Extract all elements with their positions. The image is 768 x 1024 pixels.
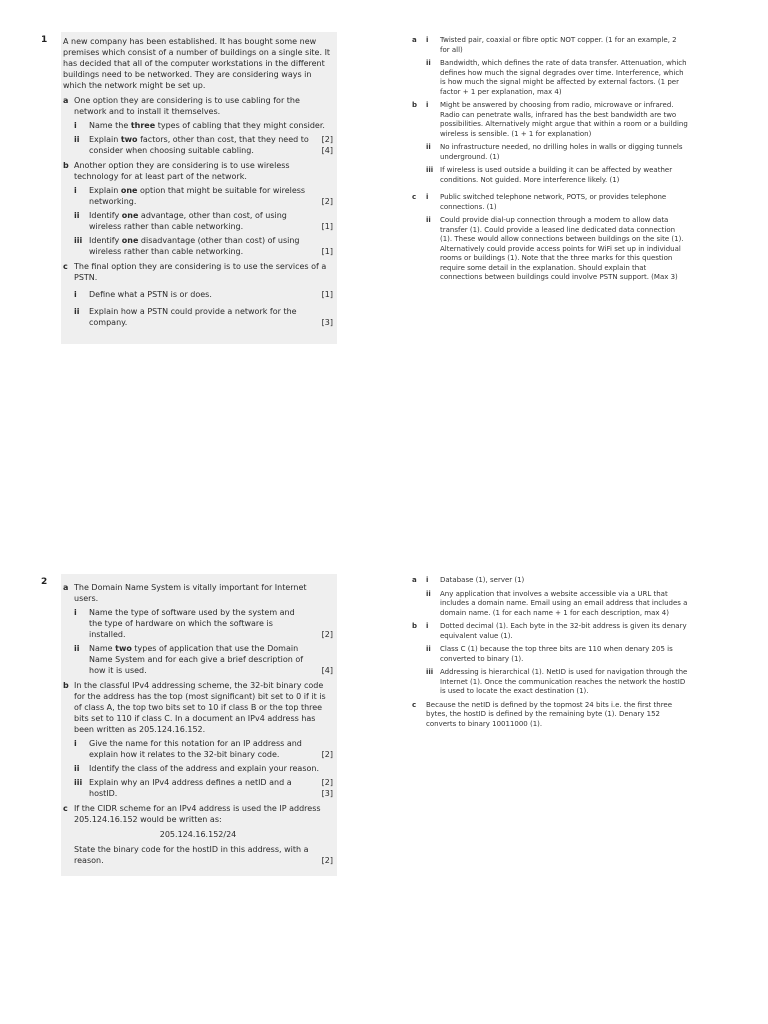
part-c <box>63 261 333 283</box>
part-text: Another option they are considering is to use wireless technology for at least part of the network. <box>74 161 290 181</box>
part-text: The final option they are considering is to use the services of a PSTN. <box>74 262 327 282</box>
subpart-label: i <box>74 739 77 748</box>
subpart-label: iii <box>74 778 83 787</box>
part-label: c <box>63 804 68 813</box>
answer-text: Might be answered by choosing from radio, microwave or infrared. Radio can penetrate walls, infrared has the best bandwidth are two possibilities. Alternatively might argue that within a room or a building wireless is sensible. (1 + 1 for explanation) <box>440 101 688 138</box>
answer-text: Database (1), server (1) <box>440 576 525 584</box>
subpart-c-ii <box>74 306 333 328</box>
subpart-a-ii <box>74 134 333 156</box>
question-2-text <box>63 580 333 866</box>
answer-subpart-label: i <box>426 36 429 44</box>
answer-text: Twisted pair, coaxial or fibre optic NOT copper. (1 for an example, 2 for all) <box>440 36 677 54</box>
question-intro: A new company has been established. It has bought some new premises which consist of a number of buildings on a single site. It has decided that all of the computer workstations in the different buildings need to be networked. They are considering ways in which the network might be set up. <box>63 37 331 90</box>
part-label: a <box>63 583 69 592</box>
subpart-label: i <box>74 121 77 130</box>
subpart-b-i <box>74 738 333 760</box>
question-number: 2 <box>41 577 48 587</box>
answer-subpart-label: ii <box>426 143 431 151</box>
answer-subpart-label: i <box>426 576 429 584</box>
part-a <box>63 95 333 117</box>
answer-text: Dotted decimal (1). Each byte in the 32-bit address is given its denary equivalent value (1). <box>440 622 687 640</box>
subpart-text: Name the three types of cabling that they might consider. <box>89 121 325 130</box>
mark: [2] <box>321 135 333 144</box>
answer-subpart-label: i <box>426 193 429 201</box>
part-text: In the classful IPv4 addressing scheme, the 32-bit binary code for the address has the top (most significant) bit set to 0 if it is of class A, the top two bits set to 10 if class B or the top three bits set to 110 if class C. In a document an IPv4 address has been written as 205.124.16.152. <box>74 681 326 734</box>
part-c <box>63 803 333 825</box>
subpart-label: ii <box>74 135 80 144</box>
answer-text: If wireless is used outside a building it can be affected by weather conditions. Not guided. More interference likely. (1) <box>440 166 673 184</box>
answer-part-label: a <box>412 36 417 44</box>
answer-subpart-label: ii <box>426 589 431 598</box>
part-label: a <box>63 96 69 105</box>
part-text: One option they are considering is to use cabling for the network and to install it themselves. <box>74 96 300 116</box>
answer-part-label: a <box>412 576 417 584</box>
subpart-label: i <box>74 608 77 617</box>
answer-text: Addressing is hierarchical (1). NetID is used for navigation through the Internet (1). Once the communication reaches the network the hostID is used to locate the exact destination (1). <box>440 668 688 695</box>
answer-subpart-label: iii <box>426 668 434 676</box>
subpart-label: ii <box>74 644 80 653</box>
subpart-b-ii: ii Identify one advantage, other than cost, of using wireless rather than cable networking. [1] <box>74 211 333 231</box>
mark: [3] <box>321 318 333 327</box>
answer-part-label: c <box>412 193 417 201</box>
part-text: State the binary code for the hostID in this address, with a reason. <box>74 845 309 865</box>
subpart-label: iii <box>74 236 83 245</box>
subpart-label: i <box>74 290 77 299</box>
answer-part-label: b <box>412 101 418 109</box>
answer-part-label: c <box>412 700 417 709</box>
subpart-b-ii <box>74 763 333 774</box>
part-text: If the CIDR scheme for an IPv4 address is used the IP address 205.124.16.152 would be written as: <box>74 804 321 824</box>
subpart-text: Explain two factors, other than cost, that they need to consider when choosing suitable cabling. [2] [4] <box>89 135 333 155</box>
subpart-b-iii: iii Identify one disadvantage (other than cost) of using wireless rather than cable networking. [1] <box>74 236 333 256</box>
subpart-text: Explain how a PSTN could provide a network for the company. <box>89 307 297 327</box>
subpart-c-i <box>74 289 333 300</box>
answer-subpart-label: iii <box>426 166 434 174</box>
answer-subpart-label: ii <box>426 216 431 224</box>
subpart-text: Define what a PSTN is or does. <box>89 290 212 299</box>
subpart-b-iii <box>74 777 333 799</box>
part-a <box>63 582 333 604</box>
answer-text: Because the netID is defined by the topmost 24 bits i.e. the first three bytes, the hostID is defined by the remaining byte (1). Denary 152 converts to binary 10011000 (1). <box>426 700 673 728</box>
subpart-label: i <box>74 186 77 195</box>
mark: [2] <box>321 630 333 639</box>
subpart-b-i: i Explain one option that might be suitable for wireless networking. [2] <box>74 186 333 206</box>
cidr-example: 205.124.16.152/24 <box>159 830 237 839</box>
question-number: 1 <box>41 35 48 45</box>
part-label: b <box>63 681 69 690</box>
answer-text: Class C (1) because the top three bits are 110 when denary 205 is converted to binary (1). <box>440 645 673 663</box>
mark: [2] <box>321 750 333 759</box>
subpart-label: ii <box>74 211 80 220</box>
answer-part-label: b <box>412 622 418 630</box>
answer-text: Public switched telephone network, POTS, or provides telephone connections. (1) <box>440 193 667 211</box>
part-b <box>63 160 333 182</box>
mark: [2] <box>321 778 333 787</box>
answer-text: Any application that involves a website accessible via a URL that includes a domain name. Email using an email address that includes a domain name. (1 for each name + 1 for each description, max 4) <box>440 589 688 617</box>
subpart-label: ii <box>74 307 80 316</box>
subpart-text: Name the type of software used by the system and the type of hardware on which the software is installed. <box>89 608 295 639</box>
part-label: b <box>63 161 69 170</box>
mark: [1] <box>321 290 333 299</box>
answers-2 <box>412 576 688 733</box>
subpart-a-i <box>74 120 333 131</box>
subpart-label: ii <box>74 764 80 773</box>
subpart-text: Explain why an IPv4 address defines a netID and a hostID. <box>89 778 292 798</box>
subpart-a-i <box>74 607 333 640</box>
question-1-text <box>63 36 333 328</box>
answers-1 <box>412 36 688 287</box>
mark: [1] <box>321 247 333 256</box>
mark: [4] <box>321 146 333 155</box>
mark: [3] <box>321 789 333 798</box>
mark: [2] <box>321 197 333 206</box>
mark: [1] <box>321 222 333 231</box>
answer-subpart-label: i <box>426 101 429 109</box>
answer-subpart-label: ii <box>426 59 431 67</box>
subpart-text: Give the name for this notation for an IP address and explain how it relates to the 32-bit binary code. <box>89 739 302 759</box>
answer-text: No infrastructure needed, no drilling holes in walls or digging tunnels underground. (1) <box>440 143 683 161</box>
answer-subpart-label: ii <box>426 645 431 653</box>
answer-subpart-label: i <box>426 622 429 630</box>
subpart-text: Identify the class of the address and explain your reason. <box>89 764 320 773</box>
mark: [4] <box>321 666 333 675</box>
part-b <box>63 680 333 735</box>
mark: [2] <box>321 856 333 865</box>
answer-text: Bandwidth, which defines the rate of data transfer. Attenuation, which defines how much the signal degrades over time. Interference, which is how much the signal might be affected by external factors. (1 per factor + 1 per explanation, max 4) <box>440 59 687 96</box>
part-label: c <box>63 262 68 271</box>
answer-text: Could provide dial-up connection through a modem to allow data transfer (1). Could provide a leased line dedicated data connection (1). These would allow connections between buildings on the site (1). Alternatively could provide access points for WiFi set up in individual rooms or buildings (1). Note that the three marks for this question require some detail in the explanation. Should explain that connections between buildings could involve PSTN support. (Max 3) <box>440 216 684 281</box>
subpart-a-ii: ii Name two types of application that use the Domain Name System and for each give a brief description of how it is used. [4] <box>74 644 333 675</box>
part-text: The Domain Name System is vitally important for Internet users. <box>74 583 307 603</box>
